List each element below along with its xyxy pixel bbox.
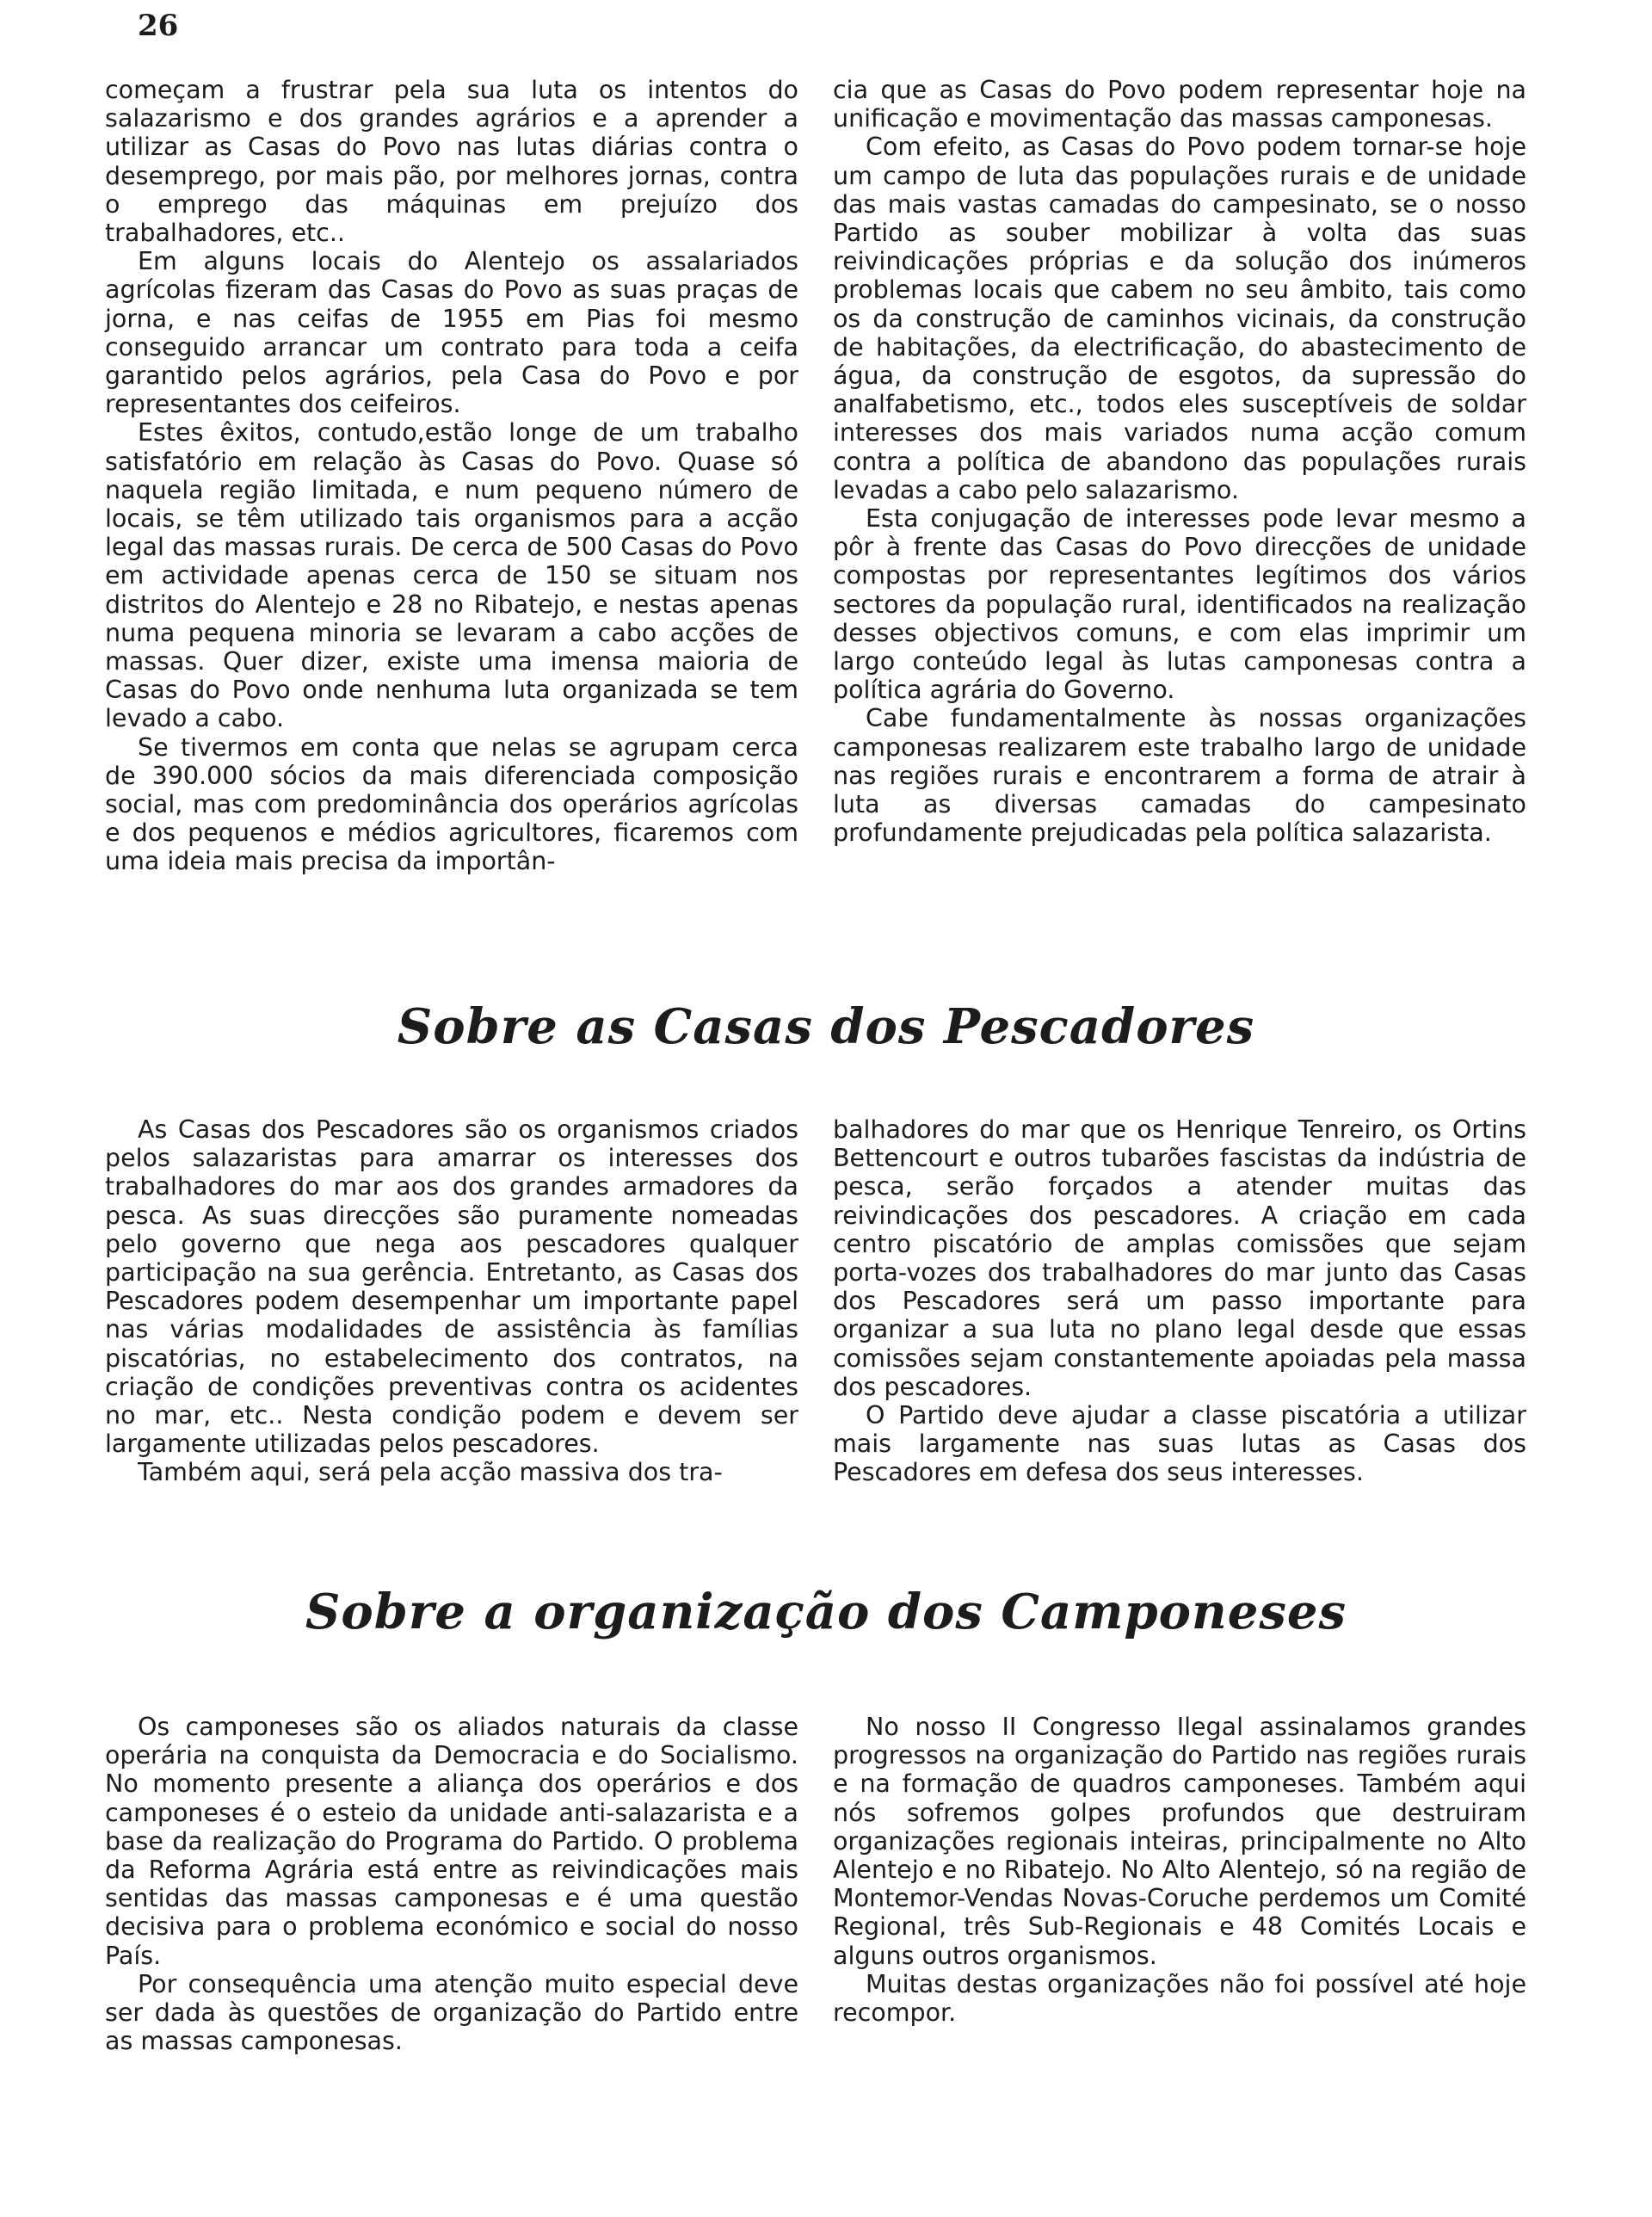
paragraph: Muitas destas organizações não foi possível até hoje recompor. [833,1969,1526,2028]
paragraph: As Casas dos Pescadores são os organismos criados pelos salazaristas para amarrar os interesses dos trabalhadores do mar aos dos grandes armadores da pesca. As suas direcções são puramente nomeadas pelo governo que nega aos pescadores qualquer participação na sua gerência. Entretanto, as Casas dos Pescadores podem desempenhar um importante papel nas várias modalidades de assistência às famílias piscatórias, no estabelecimento dos contratos, na criação de condições preventivas contra os acidentes no mar, etc.. Nesta condição podem e devem ser largamente utilizadas pelos pescadores. [105,1115,798,1459]
paragraph: Estes êxitos, contudo,estão longe de um trabalho satisfatório em relação às Casas do Povo. Quase só naquela região limitada, e num pequeno número de locais, se têm utilizado tais organismos para a acção legal das massas rurais. De cerca de 500 Casas do Povo em actividade apenas cerca de 150 se situam nos distritos do Alentejo e 28 no Ribatejo, e nestas apenas numa pequena minoria se levaram a cabo acções de massas. Quer dizer, existe uma imensa maioria de Casas do Povo onde nenhuma luta organizada se tem levado a cabo. [105,418,798,733]
paragraph: Com efeito, as Casas do Povo podem tornar-se hoje um campo de luta das populações rurais e de unidade das mais vastas camadas do campesinato, se o nosso Partido as souber mobilizar à volta das suas reivindicações próprias e da solução dos inúmeros problemas locais que cabem no seu âmbito, tais como os da construção de caminhos vicinais, da construção de habitações, da electrificação, do abastecimento de água, da construção de esgotos, da supressão do analfabetismo, etc., todos eles susceptíveis de soldar interesses dos mais variados numa acção comum contra a política de abandono das populações rurais levadas a cabo pelo salazarismo. [833,133,1526,504]
paragraph: O Partido deve ajudar a classe piscatória a utilizar mais largamente nas suas lutas as Casas dos Pescadores em defesa dos seus interesses. [833,1401,1526,1487]
section1-right-column [833,76,1526,847]
paragraph: Esta conjugação de interesses pode levar mesmo a pôr à frente das Casas do Povo direcções de unidade compostas por representantes legítimos dos vários sectores da população rural, identificados na realização desses objectivos comuns, e com elas imprimir um largo conteúdo legal às lutas camponesas contra a política agrária do Governo. [833,504,1526,705]
section3-right-column [833,1713,1526,2027]
section3-left-column [105,1713,798,2055]
paragraph: balhadores do mar que os Henrique Tenreiro, os Ortins Bettencourt e outros tubarões fascistas da indústria de pesca, serão forçados a atender muitas das reivindicações dos pescadores. A criação em cada centro piscatório de amplas comissões que sejam porta-vozes dos trabalhadores do mar junto das Casas dos Pescadores será um passo importante para organizar a sua luta no plano legal desde que essas comissões sejam constantemente apoiadas pela massa dos pescadores. [833,1115,1526,1401]
page-number: 26 [138,9,179,43]
section-heading-pescadores: Sobre as Casas dos Pescadores [397,998,1255,1055]
section-heading-camponeses: Sobre a organização dos Camponeses [305,1584,1347,1640]
section2-right-column [833,1115,1526,1487]
paragraph: Se tivermos em conta que nelas se agrupam cerca de 390.000 sócios da mais diferenciada composição social, mas com predominância dos operários agrícolas e dos pequenos e médios agricultores, ficaremos com uma ideia mais precisa da importân- [105,732,798,876]
paragraph: cia que as Casas do Povo podem representar hoje na unificação e movimentação das massas camponesas. [833,76,1526,133]
paragraph: Os camponeses são os aliados naturais da classe operária na conquista da Democracia e do Socialismo. No momento presente a aliança dos operários e dos camponeses é o esteio da unidade anti-salazarista e a base da realização do Programa do Partido. O problema da Reforma Agrária está entre as reivindicações mais sentidas das massas camponesas e é uma questão decisiva para o problema económico e social do nosso País. [105,1713,798,1970]
paragraph: Por consequência uma atenção muito especial deve ser dada às questões de organização do Partido entre as massas camponesas. [105,1969,798,2056]
section1-left-column [105,76,798,876]
section2-left-column [105,1115,798,1487]
paragraph: Também aqui, será pela acção massiva dos tra- [138,1458,723,1487]
paragraph: Em alguns locais do Alentejo os assalariados agrícolas fizeram das Casas do Povo as suas praças de jorna, e nas ceifas de 1955 em Pias foi mesmo conseguido arrancar um contrato para toda a ceifa garantido pelos agrários, pela Casa do Povo e por representantes dos ceifeiros. [105,247,798,419]
paragraph: começam a frustrar pela sua luta os intentos do salazarismo e dos grandes agrários e a aprender a utilizar as Casas do Povo nas lutas diárias contra o desemprego, por mais pão, por melhores jornas, contra o emprego das máquinas em prejuízo dos trabalhadores, etc.. [105,76,798,248]
paragraph: Cabe fundamentalmente às nossas organizações camponesas realizarem este trabalho largo de unidade nas regiões rurais e encontrarem a forma de atrair à luta as diversas camadas do campesinato profundamente prejudicadas pela política salazarista. [833,704,1526,848]
paragraph: No nosso II Congresso Ilegal assinalamos grandes progressos na organização do Partido nas regiões rurais e na formação de quadros camponeses. Também aqui nós sofremos golpes profundos que destruiram organizações regionais inteiras, principalmente no Alto Alentejo e no Ribatejo. No Alto Alentejo, só na região de Montemor-Vendas Novas-Coruche perdemos um Comité Regional, três Sub-Regionais e 48 Comités Locais e alguns outros organismos. [833,1713,1526,1970]
